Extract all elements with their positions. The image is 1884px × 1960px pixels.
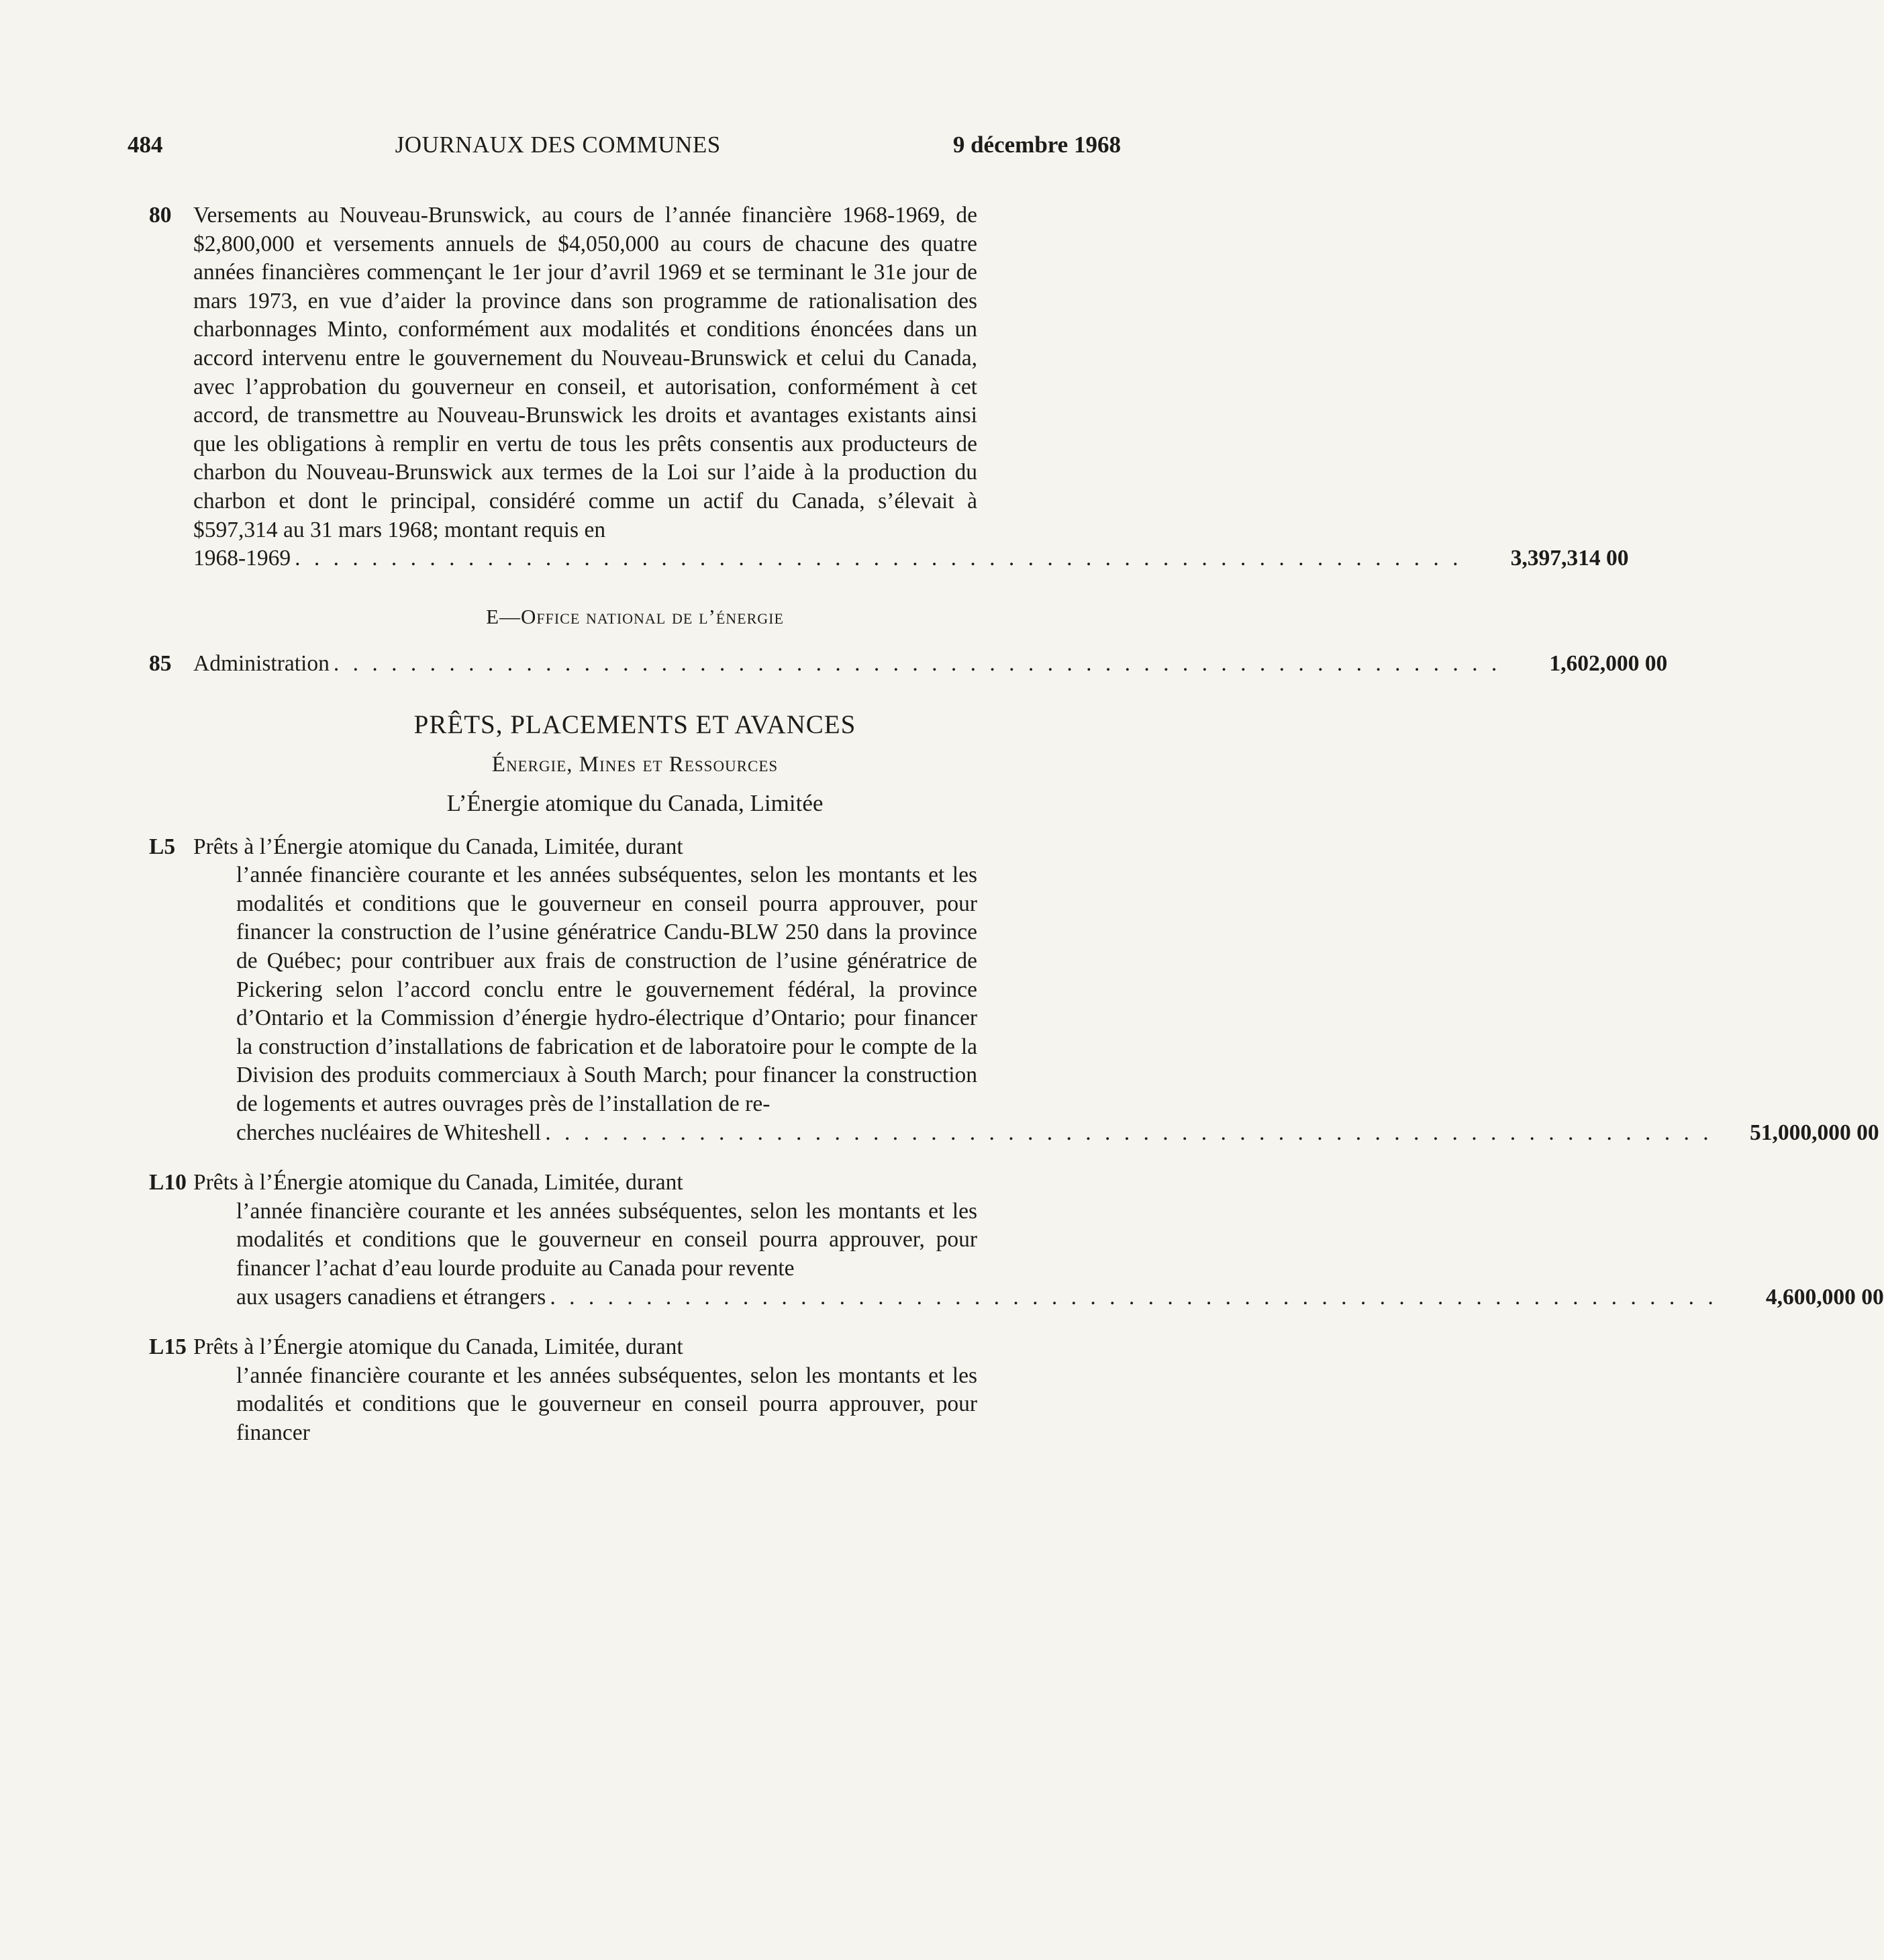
vote-last-line bbox=[193, 544, 1629, 573]
vote-L15 bbox=[149, 1333, 1121, 1447]
entity-heading: L’Énergie atomique du Canada, Limitée bbox=[446, 790, 824, 817]
vote-body bbox=[193, 1169, 1884, 1312]
vote-body bbox=[193, 1333, 1121, 1447]
estimates-list bbox=[149, 201, 1884, 1469]
vote-number: 80 bbox=[149, 203, 172, 228]
vote-body bbox=[193, 650, 1667, 679]
vote-L5 bbox=[149, 833, 1879, 1148]
vote-number: L5 bbox=[149, 834, 176, 859]
page-header bbox=[128, 132, 1121, 158]
vote-text: Versements au Nouveau-Brunswick, au cours de l’année financière 1968-1969, de $2,800,000 et versements annuels de $4,050,000 au cours de chacune des quatre années financières commençant le 1er jour d’avril 1969 et se terminant le 31e jour de mars 1973, en vue d’aider la province dans son programme de rationalisation des charbonnages Minto, conformément aux modalités et conditions énoncées dans un accord intervenu entre le gouvernement du Nouveau-Brunswick et celui du Canada, avec l’approbation du gouverneur en conseil, et autorisation, conformément à cet accord, de transmettre au Nouveau-Brunswick les droits et avantages existants ainsi que les obligations à remplir en vertu de tous les prêts consentis aux producteurs de charbon du Nouveau-Brunswick aux termes de la Loi sur l’aide à la production du charbon et dont le principal, considéré comme un actif du Canada, s’élevait à $597,314 au 31 mars 1968; montant requis en bbox=[193, 203, 977, 542]
vote-label: Administration bbox=[193, 651, 330, 677]
journal-title: JOURNAUX DES COMMUNES bbox=[395, 132, 721, 158]
vote-last-line bbox=[236, 1119, 1879, 1148]
vote-first-line: Prêts à l’Énergie atomique du Canada, Limitée, durant bbox=[193, 1334, 683, 1360]
vote-amount: 51,000,000 00 bbox=[1749, 1120, 1879, 1145]
vote-tail: cherches nucléaires de Whiteshell bbox=[236, 1120, 542, 1145]
page-number: 484 bbox=[128, 132, 163, 158]
leader-dots: . . . . . . . . . . . . . . . . . . . . . . . . . . . . . . . . . . . . . . . . . . . . . . . . . . . . . . . . . . . . . bbox=[333, 651, 1501, 677]
department-heading: Énergie, Mines et Ressources bbox=[491, 752, 779, 777]
vote-text: l’année financière courante et les années subséquentes, selon les montants et les modalités et conditions que le gouverneur en conseil pourra approuver, pour financer la construction de l’usine génératrice Candu-BLW 250 dans la province de Québec; pour contribuer aux frais de construction de l’usine génératrice de Pickering selon l’accord conclu entre le gouvernement fédéral, la province d’Ontario et la Commission d’énergie hydro-électrique d’Ontario; pour financer la construction d’installations de fabrication et de laboratoire pour le compte de la Division des produits commerciaux à South March; pour financer la construction de logements et autres ouvrages près de l’installation de re- bbox=[236, 863, 977, 1117]
leader-dots: . . . . . . . . . . . . . . . . . . . . . . . . . . . . . . . . . . . . . . . . . . . . . . . . . . . . . . . . . . . . . bbox=[545, 1120, 1713, 1145]
vote-body bbox=[193, 833, 1879, 1148]
vote-L10 bbox=[149, 1169, 1884, 1312]
vote-amount: 3,397,314 00 bbox=[1510, 546, 1629, 571]
vote-first-line: Prêts à l’Énergie atomique du Canada, Limitée, durant bbox=[193, 834, 683, 859]
loans-heading: PRÊTS, PLACEMENTS ET AVANCES bbox=[413, 709, 856, 739]
vote-80 bbox=[149, 201, 1629, 573]
vote-last-line bbox=[236, 1283, 1884, 1312]
section-heading: E—Office national de l’énergie bbox=[486, 604, 784, 628]
vote-85 bbox=[149, 650, 1668, 679]
vote-text: l’année financière courante et les années subséquentes, selon les montants et les modalités et conditions que le gouverneur en conseil pourra approuver, pour financer bbox=[236, 1363, 977, 1445]
vote-body bbox=[193, 201, 1629, 573]
vote-number: L10 bbox=[149, 1170, 187, 1195]
vote-number: 85 bbox=[149, 651, 172, 677]
vote-last-line bbox=[193, 650, 1667, 679]
leader-dots: . . . . . . . . . . . . . . . . . . . . . . . . . . . . . . . . . . . . . . . . . . . . . . . . . . . . . . . . . . . . . bbox=[295, 546, 1462, 571]
vote-tail: aux usagers canadiens et étrangers bbox=[236, 1284, 546, 1310]
header-date: 9 décembre 1968 bbox=[952, 132, 1121, 158]
vote-first-line: Prêts à l’Énergie atomique du Canada, Limitée, durant bbox=[193, 1170, 683, 1195]
vote-text: l’année financière courante et les années subséquentes, selon les montants et les modalités et conditions que le gouverneur en conseil pourra approuver, pour financer l’achat d’eau lourde produite au Canada pour revente bbox=[236, 1198, 977, 1281]
vote-number: L15 bbox=[149, 1334, 187, 1360]
vote-amount: 4,600,000 00 bbox=[1765, 1284, 1884, 1310]
vote-tail: 1968-1969 bbox=[193, 546, 291, 571]
leader-dots: . . . . . . . . . . . . . . . . . . . . . . . . . . . . . . . . . . . . . . . . . . . . . . . . . . . . . . . . . . . . . bbox=[550, 1284, 1718, 1310]
vote-amount: 1,602,000 00 bbox=[1549, 651, 1668, 677]
